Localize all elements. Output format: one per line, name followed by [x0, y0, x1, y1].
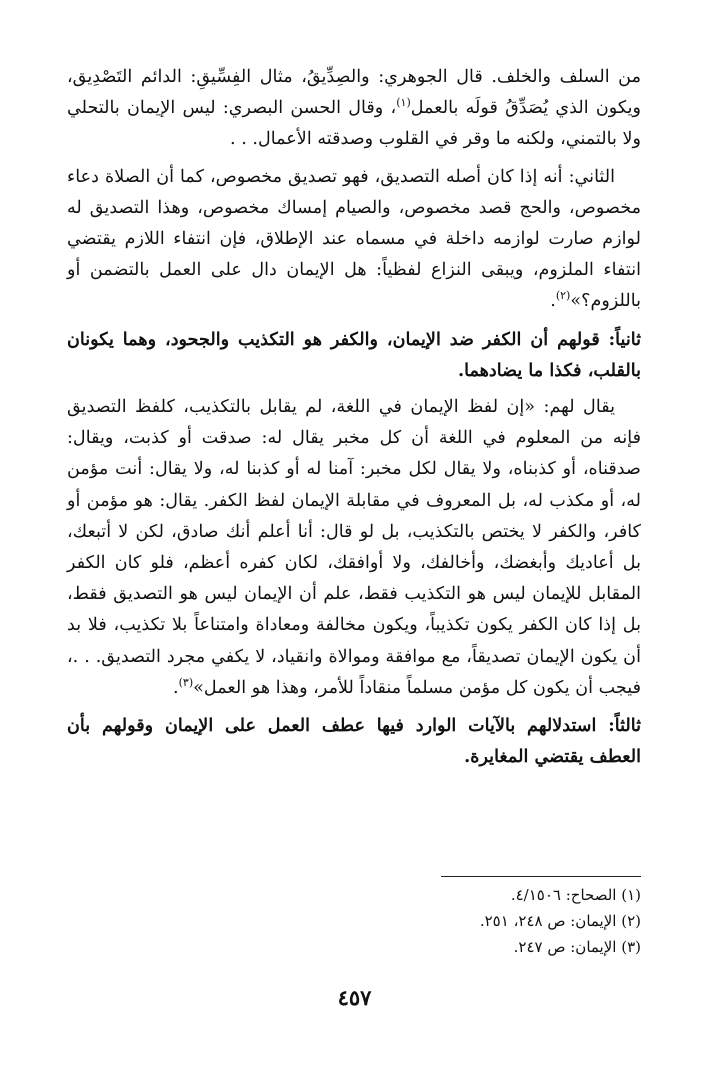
footnotes	[67, 882, 641, 960]
paragraph-1-end: ، وقال الحسن البصري: ليس الإيمان بالتحلي ولا بالتمني، ولكنه ما وقر في القلوب وصدقته الأعمال. . .	[67, 98, 641, 150]
footnote-3: (٣) الإيمان: ص ٢٤٧.	[513, 938, 641, 956]
page-number: ٤٥٧	[337, 985, 372, 1010]
footnote-ref-3[interactable]: (٣)	[178, 676, 194, 689]
footnote-1: (١) الصحاح: ٤/١٥٠٦.	[510, 886, 641, 904]
paragraph-1	[67, 62, 641, 156]
footnote-2: (٢) الإيمان: ص ٢٤٨، ٢٥١.	[479, 912, 641, 930]
paragraph-1-text: من السلف والخلف. قال الجوهري: والصِدِّيقُ، مثال الفِسِّيقِ: الدائم التَصْدِيق، ويكون الذي يُصَدِّقُ قولَه بالعمل	[67, 67, 641, 119]
footnote-ref-2[interactable]: (٢)	[555, 289, 571, 303]
footnote-ref-1[interactable]: (١)	[396, 96, 411, 110]
heading-third-point: ثالثاً: استدلالهم بالآيات الوارد فيها عطف العمل على الإيمان وقولهم بأن العطف يقتضي المغايرة.	[67, 715, 641, 768]
paragraph-3	[67, 392, 641, 704]
paragraph-2-end: .	[550, 291, 556, 312]
paragraph-2	[67, 162, 641, 318]
paragraph-3-text: يقال لهم: «إن لفظ الإيمان في اللغة، لم يقابل بالتكذيب، كلفظ التصديق فإنه من المعلوم في اللغة أن كل مخبر يقال له: صدقت أو كذبت، ويقال: صدقناه، أو كذبناه، ولا يقال لكل مخبر: آمنا له أو كذبنا له، ولا يقال: أنت مؤمن له، أو مكذب له، بل المعروف في مقابلة الإيمان لفظ الكفر. يقال: هو مؤمن أو كافر، والكفر لا يختص بالتكذيب، بل لو قال: أنا أعلم أنك صادق، لكن لا أتبعك، بل أعاديك وأبغضك، وأخالفك، ولا أوافقك، لكان كفره أعظم، فلو كان الكفر المقابل للإيمان ليس هو التكذيب فقط، علم أن الإيمان ليس هو التصديق فقط، بل إذا كان الكفر يكون تكذيباً، ويكون مخالفة ومعاداة وامتناعاً بلا تكذيب، فلا بد أن يكون الإيمان تصديقاً، مع موافقة وموالاة وانقياد، لا يكفي مجرد التصديق. . .، فيجب أن يكون كل مؤمن مسلماً منقاداً للأمر، وهذا هو العمل»	[67, 397, 641, 698]
paragraph-3-end: .	[173, 677, 179, 698]
body-text	[67, 62, 641, 778]
heading-second-point: ثانياً: قولهم أن الكفر ضد الإيمان، والكفر هو التكذيب والجحود، وهما يكونان بالقلب، فكذا ما يضادهما.	[67, 328, 641, 381]
footnote-divider	[441, 876, 641, 877]
paragraph-2-text: الثاني: أنه إذا كان أصله التصديق، فهو تصديق مخصوص، كما أن الصلاة دعاء مخصوص، والحج قصد مخصوص، والصيام إمساك مخصوص، وهذا التصديق له لوازم صارت لوازمه داخلة في مسماه عند الإطلاق، فإن انتفاء اللازم يقتضي انتفاء الملزوم، ويبقى النزاع لفظياً: هل الإيمان دال على العمل بالتضمن أو باللزوم؟»	[67, 166, 641, 312]
